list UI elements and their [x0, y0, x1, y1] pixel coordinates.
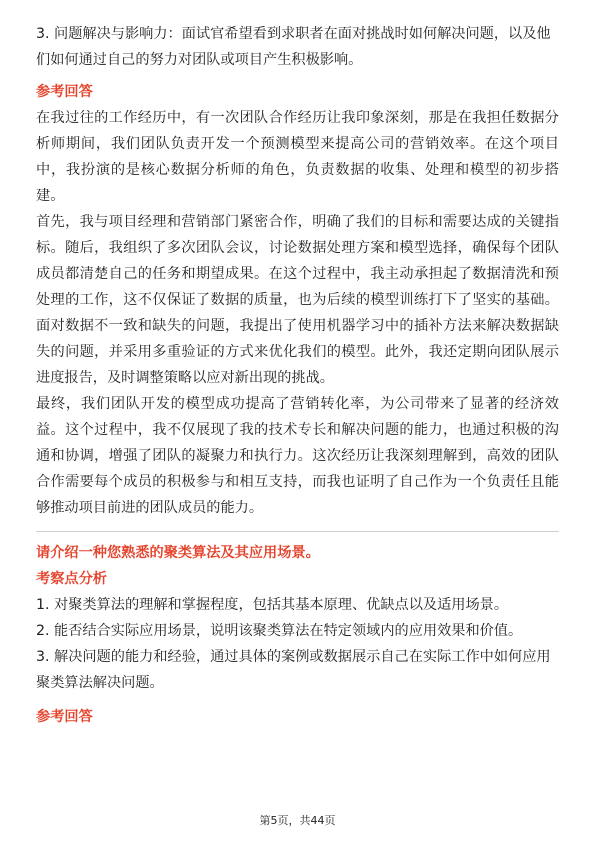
section-divider — [36, 531, 559, 532]
analysis-point-1: 1. 对聚类算法的理解和掌握程度，包括其基本原理、优缺点以及适用场景。 — [36, 597, 509, 613]
analysis-point-2: 2. 能否结合实际应用场景，说明该聚类算法在特定领域内的应用效果和价值。 — [36, 623, 523, 639]
reference-answer-heading-2: 参考回答 — [36, 709, 93, 725]
reference-answer-heading: 参考回答 — [36, 84, 93, 100]
answer-paragraph: 首先，我与项目经理和营销部门紧密合作，明确了我们的目标和需要达成的关键指标。随后，我组织了多次团队会议，讨论数据处理方案和模型选择，确保每个团队成员都清楚自己的任务和期望成果。在这个过程中，我主动承担起了数据清洗和预处理的工作，这不仅保证了数据的质量，也为后续的模型训练打下了坚实的基础。面对数据不一致和缺失的问题，我提出了使用机器学习中的插补方法来解决数据缺失的问题，并采用多重验证的方式来优化我们的模型。此外，我还定期向团队展示进度报告，及时调整策略以应对新出现的挑战。 — [36, 214, 559, 386]
page-content — [36, 21, 559, 730]
evaluation-point-3: 3. 问题解决与影响力：面试官希望看到求职者在面对挑战时如何解决问题，以及他们如何通过自己的努力对团队或项目产生积极影响。 — [36, 26, 551, 68]
question-heading: 请介绍一种您熟悉的聚类算法及其应用场景。 — [36, 545, 320, 561]
analysis-heading: 考察点分析 — [36, 571, 107, 587]
answer-paragraph: 最终，我们团队开发的模型成功提高了营销转化率，为公司带来了显著的经济效益。这个过程中，我不仅展现了我的技术专长和解决问题的能力，也通过积极的沟通和协调，增强了团队的凝聚力和执行力。这次经历让我深刻理解到，高效的团队合作需要每个成员的积极参与和相互支持，而我也证明了自己作为一个负责任且能够推动项目前进的团队成员的能力。 — [36, 396, 559, 516]
analysis-point-3: 3. 解决问题的能力和经验，通过具体的案例或数据展示自己在实际工作中如何应用聚类算法解决问题。 — [36, 649, 551, 691]
page-number: 第5页，共44页 — [259, 814, 336, 827]
answer-paragraph: 在我过往的工作经历中，有一次团队合作经历让我印象深刻，那是在我担任数据分析师期间，我们团队负责开发一个预测模型来提高公司的营销效率。在这个项目中，我扮演的是核心数据分析师的角色，负责数据的收集、处理和模型的初步搭建。 — [36, 110, 559, 204]
